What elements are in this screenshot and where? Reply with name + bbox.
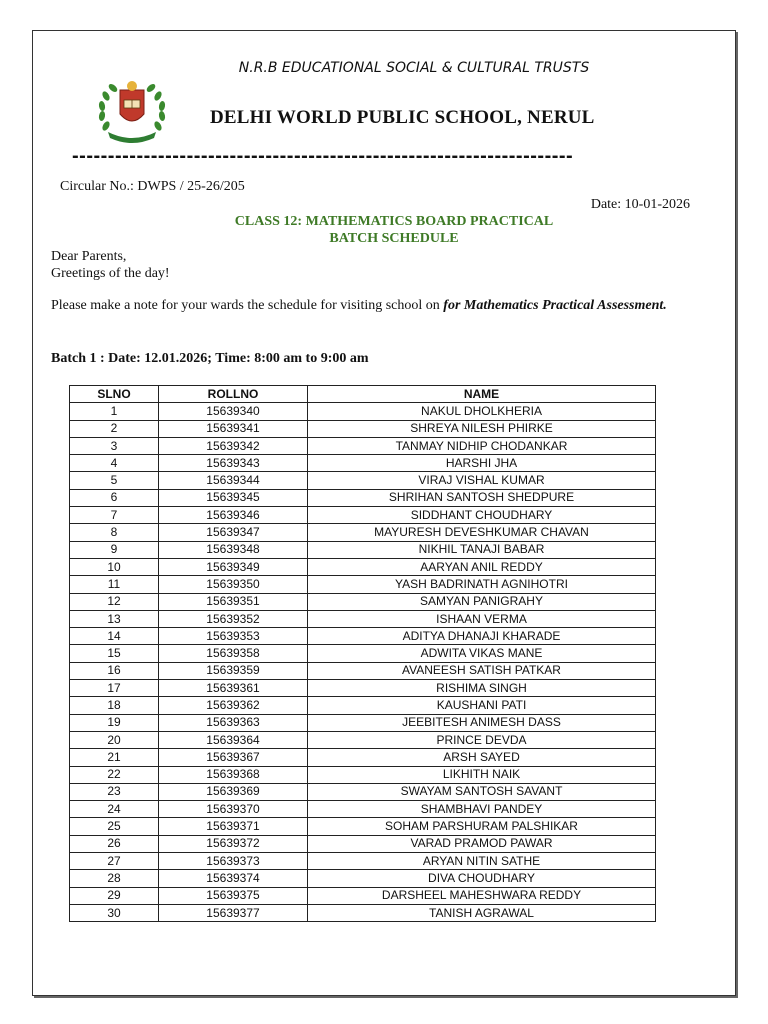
cell-slno: 8 [70,524,159,541]
cell-slno: 12 [70,593,159,610]
cell-slno: 7 [70,507,159,524]
table-row [70,731,656,748]
cell-slno: 6 [70,489,159,506]
cell-slno: 23 [70,783,159,800]
cell-rollno: 15639351 [159,593,308,610]
cell-slno: 11 [70,576,159,593]
cell-slno: 25 [70,818,159,835]
cell-name: LIKHITH NAIK [308,766,656,783]
cell-name: HARSHI JHA [308,455,656,472]
cell-name: KAUSHANI PATI [308,697,656,714]
circular-date: Date: 10-01-2026 [590,197,690,212]
cell-slno: 1 [70,403,159,420]
table-row [70,645,656,662]
table-row [70,853,656,870]
table-row [70,766,656,783]
cell-rollno: 15639358 [159,645,308,662]
cell-slno: 9 [70,541,159,558]
table-row [70,507,656,524]
cell-name: SAMYAN PANIGRAHY [308,593,656,610]
trust-name: N.R.B EDUCATIONAL SOCIAL & CULTURAL TRUSTS [238,60,590,76]
column-header-rollno: ROLLNO [159,386,308,403]
cell-slno: 30 [70,904,159,921]
cell-rollno: 15639342 [159,437,308,454]
cell-rollno: 15639344 [159,472,308,489]
cell-rollno: 15639350 [159,576,308,593]
table-row [70,558,656,575]
table-row [70,662,656,679]
table-row [70,801,656,818]
cell-slno: 20 [70,731,159,748]
cell-slno: 18 [70,697,159,714]
cell-rollno: 15639362 [159,697,308,714]
student-table [69,385,656,922]
table-row [70,593,656,610]
cell-slno: 29 [70,887,159,904]
table-row [70,524,656,541]
table-row [70,783,656,800]
cell-name: AARYAN ANIL REDDY [308,558,656,575]
table-row [70,541,656,558]
cell-slno: 10 [70,558,159,575]
table-row [70,818,656,835]
heading-line-1: CLASS 12: MATHEMATICS BOARD PRACTICAL [234,214,554,229]
cell-name: DIVA CHOUDHARY [308,870,656,887]
cell-rollno: 15639367 [159,749,308,766]
cell-name: NAKUL DHOLKHERIA [308,403,656,420]
greeting [51,248,170,282]
cell-slno: 19 [70,714,159,731]
table-row [70,870,656,887]
cell-name: AVANEESH SATISH PATKAR [308,662,656,679]
cell-slno: 26 [70,835,159,852]
heading-line-2: BATCH SCHEDULE [329,231,459,246]
table-row [70,489,656,506]
cell-slno: 15 [70,645,159,662]
cell-name: SHAMBHAVI PANDEY [308,801,656,818]
table-row [70,403,656,420]
cell-slno: 21 [70,749,159,766]
cell-name: DARSHEEL MAHESHWARA REDDY [308,887,656,904]
cell-rollno: 15639347 [159,524,308,541]
cell-slno: 4 [70,455,159,472]
school-name: DELHI WORLD PUBLIC SCHOOL, NERUL [210,107,595,128]
cell-name: MAYURESH DEVESHKUMAR CHAVAN [308,524,656,541]
cell-slno: 14 [70,628,159,645]
cell-slno: 16 [70,662,159,679]
cell-slno: 2 [70,420,159,437]
table-row [70,610,656,627]
circular-heading [0,213,768,247]
cell-rollno: 15639373 [159,853,308,870]
cell-name: ARSH SAYED [308,749,656,766]
greeting-line: Greetings of the day! [51,266,170,281]
table-row [70,437,656,454]
table-row [70,697,656,714]
cell-name: SWAYAM SANTOSH SAVANT [308,783,656,800]
cell-name: SIDDHANT CHOUDHARY [308,507,656,524]
cell-rollno: 15639345 [159,489,308,506]
table-body [70,403,656,922]
cell-slno: 5 [70,472,159,489]
cell-rollno: 15639377 [159,904,308,921]
table-row [70,472,656,489]
salutation: Dear Parents, [51,249,127,264]
batch-title: Batch 1 : Date: 12.01.2026; Time: 8:00 am to 9:00 am [51,351,369,366]
cell-name: JEEBITESH ANIMESH DASS [308,714,656,731]
cell-rollno: 15639341 [159,420,308,437]
cell-name: NIKHIL TANAJI BABAR [308,541,656,558]
table-header-row [70,386,656,403]
cell-rollno: 15639353 [159,628,308,645]
cell-rollno: 15639340 [159,403,308,420]
table-row [70,904,656,921]
cell-rollno: 15639359 [159,662,308,679]
cell-name: ISHAAN VERMA [308,610,656,627]
cell-name: YASH BADRINATH AGNIHOTRI [308,576,656,593]
cell-slno: 17 [70,680,159,697]
cell-rollno: 15639368 [159,766,308,783]
school-crest-icon [94,76,170,148]
cell-slno: 22 [70,766,159,783]
schedule-note [51,297,699,314]
column-header-slno: SLNO [70,386,159,403]
table-row [70,887,656,904]
table-row [70,749,656,766]
cell-name: SHRIHAN SANTOSH SHEDPURE [308,489,656,506]
cell-slno: 28 [70,870,159,887]
cell-rollno: 15639343 [159,455,308,472]
cell-slno: 24 [70,801,159,818]
cell-rollno: 15639363 [159,714,308,731]
cell-rollno: 15639352 [159,610,308,627]
cell-rollno: 15639372 [159,835,308,852]
table-row [70,455,656,472]
table-row [70,420,656,437]
cell-rollno: 15639364 [159,731,308,748]
cell-rollno: 15639374 [159,870,308,887]
header-separator: ---------------------------------------------------------------------- [72,146,574,166]
table-row [70,576,656,593]
cell-name: TANMAY NIDHIP CHODANKAR [308,437,656,454]
circular-number: Circular No.: DWPS / 25-26/205 [60,179,245,194]
table-row [70,680,656,697]
cell-rollno: 15639370 [159,801,308,818]
table-row [70,714,656,731]
cell-slno: 13 [70,610,159,627]
cell-rollno: 15639349 [159,558,308,575]
cell-name: ADWITA VIKAS MANE [308,645,656,662]
table-row [70,628,656,645]
column-header-name: NAME [308,386,656,403]
cell-rollno: 15639375 [159,887,308,904]
table-row [70,835,656,852]
cell-name: TANISH AGRAWAL [308,904,656,921]
cell-rollno: 15639369 [159,783,308,800]
cell-name: SHREYA NILESH PHIRKE [308,420,656,437]
cell-rollno: 15639346 [159,507,308,524]
cell-rollno: 15639361 [159,680,308,697]
cell-name: VARAD PRAMOD PAWAR [308,835,656,852]
note-text: Please make a note for your wards the schedule for visiting school on [51,298,444,313]
cell-rollno: 15639371 [159,818,308,835]
cell-name: SOHAM PARSHURAM PALSHIKAR [308,818,656,835]
cell-name: ARYAN NITIN SATHE [308,853,656,870]
cell-slno: 3 [70,437,159,454]
cell-name: ADITYA DHANAJI KHARADE [308,628,656,645]
note-emphasis: for Mathematics Practical Assessment. [443,298,667,313]
cell-rollno: 15639348 [159,541,308,558]
cell-name: PRINCE DEVDA [308,731,656,748]
cell-name: RISHIMA SINGH [308,680,656,697]
cell-slno: 27 [70,853,159,870]
cell-name: VIRAJ VISHAL KUMAR [308,472,656,489]
